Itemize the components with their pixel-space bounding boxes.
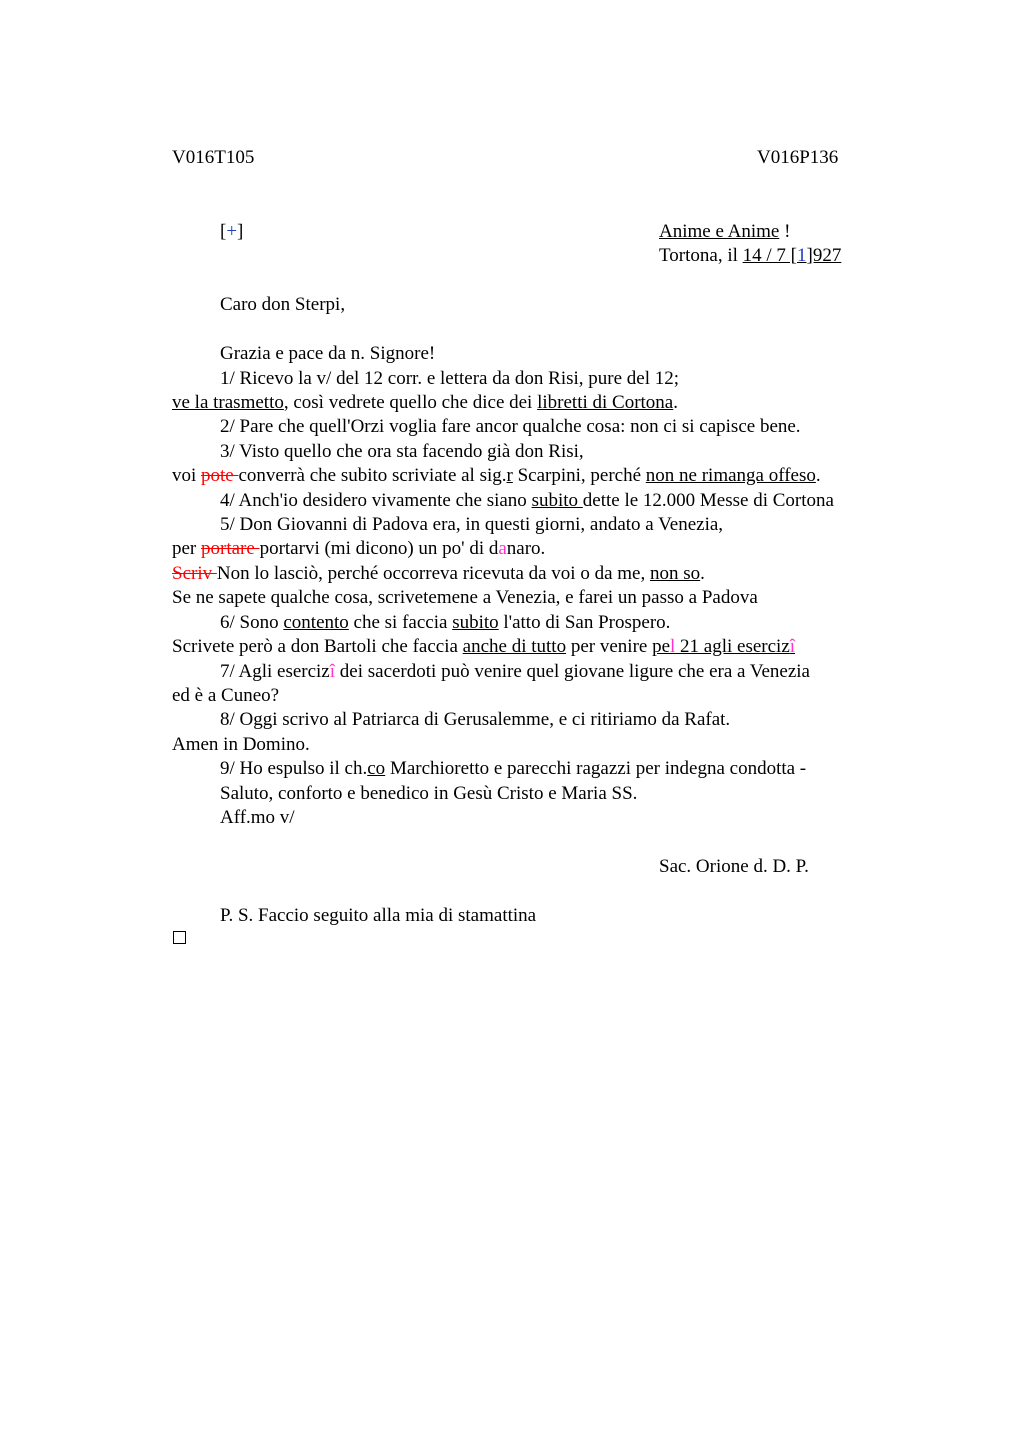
cross-icon: + <box>226 221 238 242</box>
signature: Sac. Orione d. D. P. <box>659 856 809 877</box>
text: converrà che subito scriviate al sig. <box>238 465 507 486</box>
place: Tortona, il <box>659 245 743 266</box>
text: 4/ Anch'io desidero vivamente che siano <box>220 490 532 511</box>
corrected-letter: î <box>789 636 796 657</box>
date-main: 14 / 7 [ <box>742 245 797 266</box>
underlined-text: subito <box>452 612 499 633</box>
text: voi <box>172 465 202 486</box>
point-5-line-2 <box>172 537 545 561</box>
point-5-line-4: Se ne sapete qualche cosa, scrivetemene a Venezia, e farei un passo a Padova <box>172 587 758 608</box>
point-3-line-2 <box>172 464 821 488</box>
closing-aff: Aff.mo v/ <box>220 807 295 828</box>
point-5-line-1: 5/ Don Giovanni di Padova era, in questi giorni, andato a Venezia, <box>220 514 724 535</box>
closing-salute: Saluto, conforto e benedico in Gesù Cristo e Maria SS. <box>220 783 638 804</box>
motto-text: Anime e Anime <box>659 221 780 242</box>
text: che si faccia <box>348 612 453 633</box>
underlined-text: co <box>367 758 386 779</box>
corrected-letter: î <box>329 661 336 682</box>
cross-mark <box>220 220 243 244</box>
underlined-text: non so <box>649 563 701 584</box>
text: 7/ Agli eserciz <box>220 661 330 682</box>
postscript: P. S. Faccio seguito alla mia di stamattina <box>220 905 537 926</box>
document-code-right: V016P136 <box>757 147 839 168</box>
text: 21 agli eserciz <box>675 636 790 657</box>
point-6-line-2 <box>172 635 795 659</box>
point-3-line-1: 3/ Visto quello che ora sta facendo già don Risi, <box>220 441 584 462</box>
underlined-text: libretti di Cortona <box>537 392 674 413</box>
text: l'atto di San Prospero. <box>498 612 671 633</box>
point-5-line-3 <box>172 562 705 586</box>
text: Marchioretto e parecchi ragazzi per indegna condotta - <box>385 758 807 779</box>
text: per venire <box>566 636 653 657</box>
underlined-text <box>652 636 795 657</box>
date <box>743 245 842 266</box>
text: dette le 12.000 Messe di Cortona <box>582 490 834 511</box>
underlined-text: r <box>506 465 513 486</box>
text: 9/ Ho espulso il ch. <box>220 758 368 779</box>
text: 6/ Sono <box>220 612 284 633</box>
point-8-line-2: Amen in Domino. <box>172 734 310 755</box>
motto <box>659 220 790 244</box>
underlined-text: contento <box>283 612 349 633</box>
corrected-letter: a <box>498 538 507 559</box>
point-1-line-1: 1/ Ricevo la v/ del 12 corr. e lettera da don Risi, pure del 12; <box>220 368 680 389</box>
text: Scrivete però a don Bartoli che faccia <box>172 636 463 657</box>
point-4 <box>220 489 834 513</box>
deleted-text: Scriv <box>172 563 217 584</box>
underlined-text: non ne rimanga offeso <box>645 465 816 486</box>
text: . <box>673 392 678 413</box>
text: naro. <box>506 538 546 559</box>
underlined-text: ve la trasmetto <box>172 392 284 413</box>
place-date <box>659 244 841 268</box>
deleted-text: portare <box>201 538 260 559</box>
point-7-line-1 <box>220 660 810 684</box>
blessing: Grazia e pace da n. Signore! <box>220 343 436 364</box>
bracket-close: ] <box>237 221 244 242</box>
point-7-line-2: ed è a Cuneo? <box>172 685 280 706</box>
text: pe <box>652 636 671 657</box>
underlined-text: subito <box>531 490 583 511</box>
text: dei sacerdoti può venire quel giovane ligure che era a Venezia <box>335 661 810 682</box>
text: per <box>172 538 202 559</box>
point-9 <box>220 757 806 781</box>
text: Non lo lasciò, perché occorreva ricevuta da voi o da me, <box>216 563 650 584</box>
point-6-line-1 <box>220 611 670 635</box>
motto-tail: ! <box>779 221 791 242</box>
text: , così vedrete quello che dice dei <box>283 392 538 413</box>
bracket-open: [ <box>220 221 227 242</box>
corrected-letter: l <box>670 636 676 657</box>
deleted-text: pote <box>201 465 239 486</box>
text: . <box>700 563 705 584</box>
underlined-text: anche di tutto <box>462 636 567 657</box>
point-1-line-2 <box>172 391 678 415</box>
document-code-left: V016T105 <box>172 147 255 168</box>
greeting: Caro don Sterpi, <box>220 294 346 315</box>
date-insert: 1 <box>797 245 807 266</box>
point-8-line-1: 8/ Oggi scrivo al Patriarca di Gerusalemme, e ci ritiriamo da Rafat. <box>220 709 731 730</box>
text: portarvi (mi dicono) un po' di d <box>259 538 499 559</box>
end-box-icon <box>173 931 186 944</box>
point-2: 2/ Pare che quell'Orzi voglia fare ancor qualche cosa: non ci si capisce bene. <box>220 416 801 437</box>
text: Scarpini, perché <box>512 465 646 486</box>
date-end: ]927 <box>806 245 842 266</box>
text: . <box>815 465 821 486</box>
